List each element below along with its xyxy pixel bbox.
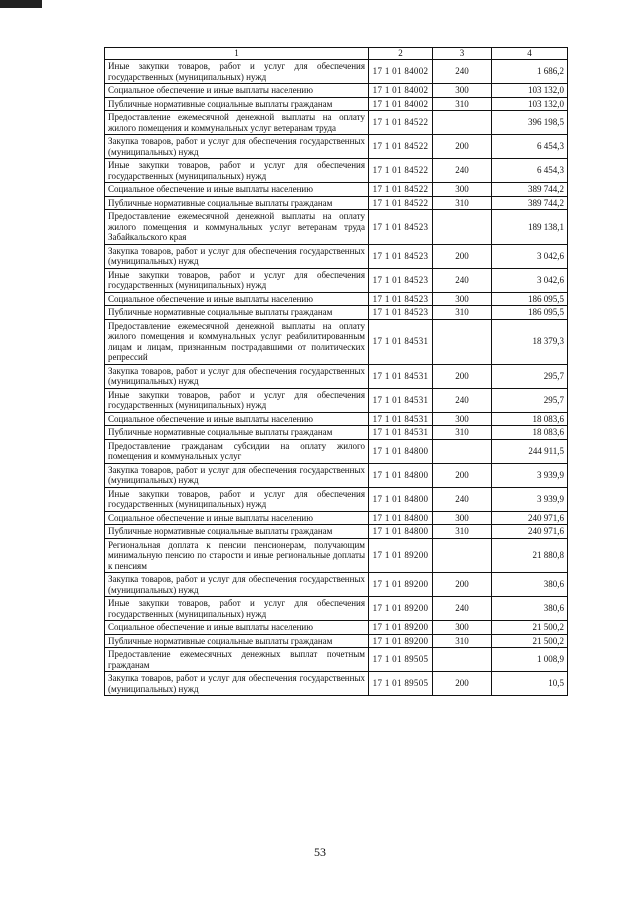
row-expense-type: 300: [433, 621, 492, 635]
table-row: [105, 621, 568, 635]
row-code: 17 1 01 84800: [369, 525, 433, 539]
table-row: [105, 463, 568, 487]
row-amount: 18 379,3: [492, 319, 568, 364]
row-expense-type: 300: [433, 511, 492, 525]
row-expense-type: 300: [433, 183, 492, 197]
row-code: 17 1 01 84002: [369, 97, 433, 111]
row-name: Иные закупки товаров, работ и услуг для обеспечения государственных (муниципальных) нужд: [105, 159, 369, 183]
table-row: [105, 634, 568, 648]
row-name: Публичные нормативные социальные выплаты гражданам: [105, 525, 369, 539]
row-expense-type: 200: [433, 463, 492, 487]
table-row: [105, 538, 568, 573]
row-name: Предоставление ежемесячных денежных выплат почетным гражданам: [105, 648, 369, 672]
row-expense-type: 240: [433, 159, 492, 183]
row-amount: 18 083,6: [492, 426, 568, 440]
row-expense-type: 310: [433, 426, 492, 440]
row-expense-type: [433, 648, 492, 672]
row-amount: 103 132,0: [492, 84, 568, 98]
row-amount: 3 939,9: [492, 487, 568, 511]
row-code: 17 1 01 84522: [369, 135, 433, 159]
row-code: 17 1 01 89200: [369, 634, 433, 648]
row-name: Региональная доплата к пенсии пенсионерам, получающим минимальную пенсию по старости и иные региональные доплаты к пенсиям: [105, 538, 369, 573]
row-amount: 396 198,5: [492, 111, 568, 135]
table-row: [105, 573, 568, 597]
row-amount: 103 132,0: [492, 97, 568, 111]
row-code: 17 1 01 84800: [369, 439, 433, 463]
row-amount: 6 454,3: [492, 159, 568, 183]
row-amount: 389 744,2: [492, 196, 568, 210]
row-code: 17 1 01 84531: [369, 319, 433, 364]
row-code: 17 1 01 84800: [369, 487, 433, 511]
table-row: [105, 183, 568, 197]
row-code: 17 1 01 89200: [369, 597, 433, 621]
row-name: Социальное обеспечение и иные выплаты населению: [105, 84, 369, 98]
row-code: 17 1 01 84522: [369, 183, 433, 197]
table-row: [105, 412, 568, 426]
row-code: 17 1 01 84531: [369, 412, 433, 426]
row-expense-type: 200: [433, 672, 492, 696]
row-code: 17 1 01 84522: [369, 111, 433, 135]
row-name: Иные закупки товаров, работ и услуг для обеспечения государственных (муниципальных) нужд: [105, 388, 369, 412]
row-amount: 380,6: [492, 597, 568, 621]
row-code: 17 1 01 84002: [369, 84, 433, 98]
row-code: 17 1 01 84523: [369, 292, 433, 306]
row-amount: 3 939,9: [492, 463, 568, 487]
header-col-1: 1: [105, 48, 369, 60]
table-row: [105, 268, 568, 292]
row-name: Публичные нормативные социальные выплаты гражданам: [105, 97, 369, 111]
row-expense-type: 310: [433, 525, 492, 539]
row-name: Предоставление ежемесячной денежной выплаты на оплату жилого помещения и коммунальных услуг ветеранам труда: [105, 111, 369, 135]
table-row: [105, 597, 568, 621]
row-name: Социальное обеспечение и иные выплаты населению: [105, 621, 369, 635]
table-row: [105, 97, 568, 111]
scan-corner-mark: [0, 0, 42, 8]
row-name: Публичные нормативные социальные выплаты гражданам: [105, 196, 369, 210]
row-code: 17 1 01 89505: [369, 648, 433, 672]
row-amount: 240 971,6: [492, 525, 568, 539]
row-code: 17 1 01 84800: [369, 511, 433, 525]
row-name: Закупка товаров, работ и услуг для обеспечения государственных (муниципальных) нужд: [105, 573, 369, 597]
row-expense-type: 200: [433, 135, 492, 159]
row-expense-type: 200: [433, 573, 492, 597]
row-name: Предоставление ежемесячной денежной выплаты на оплату жилого помещения и коммунальных услуг реабилитированным лицам и лицам, признанным пострадавшими от политических репрессий: [105, 319, 369, 364]
table-row: [105, 388, 568, 412]
row-amount: 295,7: [492, 388, 568, 412]
row-code: 17 1 01 84523: [369, 244, 433, 268]
row-code: 17 1 01 84523: [369, 306, 433, 320]
table-row: [105, 511, 568, 525]
header-col-4: 4: [492, 48, 568, 60]
table-row: [105, 439, 568, 463]
row-amount: 389 744,2: [492, 183, 568, 197]
row-expense-type: 310: [433, 634, 492, 648]
table-row: [105, 84, 568, 98]
row-expense-type: [433, 111, 492, 135]
header-row: [105, 48, 568, 60]
row-amount: 3 042,6: [492, 244, 568, 268]
budget-table: [104, 47, 568, 696]
row-expense-type: 300: [433, 292, 492, 306]
row-expense-type: 240: [433, 60, 492, 84]
row-code: 17 1 01 89200: [369, 538, 433, 573]
table-row: [105, 319, 568, 364]
row-amount: 21 500,2: [492, 634, 568, 648]
table-row: [105, 487, 568, 511]
row-name: Социальное обеспечение и иные выплаты населению: [105, 412, 369, 426]
row-expense-type: 310: [433, 196, 492, 210]
row-amount: 21 880,8: [492, 538, 568, 573]
row-expense-type: 300: [433, 84, 492, 98]
row-expense-type: 200: [433, 364, 492, 388]
row-name: Предоставление гражданам субсидии на оплату жилого помещения и коммунальных услуг: [105, 439, 369, 463]
table-row: [105, 60, 568, 84]
row-code: 17 1 01 84522: [369, 159, 433, 183]
row-name: Публичные нормативные социальные выплаты гражданам: [105, 306, 369, 320]
row-code: 17 1 01 89200: [369, 621, 433, 635]
row-name: Социальное обеспечение и иные выплаты населению: [105, 292, 369, 306]
row-name: Публичные нормативные социальные выплаты гражданам: [105, 426, 369, 440]
table-row: [105, 159, 568, 183]
row-expense-type: 300: [433, 412, 492, 426]
row-name: Иные закупки товаров, работ и услуг для обеспечения государственных (муниципальных) нужд: [105, 268, 369, 292]
row-expense-type: 200: [433, 244, 492, 268]
row-expense-type: [433, 210, 492, 245]
table-row: [105, 426, 568, 440]
table-row: [105, 672, 568, 696]
row-amount: 18 083,6: [492, 412, 568, 426]
page-number: 53: [314, 845, 326, 859]
row-code: 17 1 01 89200: [369, 573, 433, 597]
row-amount: 3 042,6: [492, 268, 568, 292]
row-amount: 10,5: [492, 672, 568, 696]
table-row: [105, 525, 568, 539]
row-name: Закупка товаров, работ и услуг для обеспечения государственных (муниципальных) нужд: [105, 364, 369, 388]
table-row: [105, 364, 568, 388]
row-expense-type: 310: [433, 97, 492, 111]
row-name: Закупка товаров, работ и услуг для обеспечения государственных (муниципальных) нужд: [105, 244, 369, 268]
row-amount: 380,6: [492, 573, 568, 597]
row-code: 17 1 01 84531: [369, 388, 433, 412]
row-code: 17 1 01 84800: [369, 463, 433, 487]
row-code: 17 1 01 89505: [369, 672, 433, 696]
row-expense-type: 240: [433, 487, 492, 511]
row-amount: 6 454,3: [492, 135, 568, 159]
table-row: [105, 292, 568, 306]
row-name: Социальное обеспечение и иные выплаты населению: [105, 511, 369, 525]
row-name: Иные закупки товаров, работ и услуг для обеспечения государственных (муниципальных) нужд: [105, 597, 369, 621]
row-amount: 1 686,2: [492, 60, 568, 84]
row-name: Закупка товаров, работ и услуг для обеспечения государственных (муниципальных) нужд: [105, 672, 369, 696]
row-name: Иные закупки товаров, работ и услуг для обеспечения государственных (муниципальных) нужд: [105, 60, 369, 84]
row-code: 17 1 01 84523: [369, 268, 433, 292]
row-name: Закупка товаров, работ и услуг для обеспечения государственных (муниципальных) нужд: [105, 135, 369, 159]
row-expense-type: [433, 439, 492, 463]
row-amount: 186 095,5: [492, 306, 568, 320]
row-expense-type: 310: [433, 306, 492, 320]
row-name: Социальное обеспечение и иные выплаты населению: [105, 183, 369, 197]
row-code: 17 1 01 84002: [369, 60, 433, 84]
row-expense-type: 240: [433, 597, 492, 621]
row-expense-type: [433, 538, 492, 573]
table-row: [105, 135, 568, 159]
table-row: [105, 244, 568, 268]
row-amount: 189 138,1: [492, 210, 568, 245]
row-code: 17 1 01 84531: [369, 426, 433, 440]
row-amount: 244 911,5: [492, 439, 568, 463]
table-body: [105, 60, 568, 696]
table-row: [105, 648, 568, 672]
header-col-3: 3: [433, 48, 492, 60]
row-expense-type: 240: [433, 388, 492, 412]
row-code: 17 1 01 84531: [369, 364, 433, 388]
row-name: Публичные нормативные социальные выплаты гражданам: [105, 634, 369, 648]
row-amount: 21 500,2: [492, 621, 568, 635]
row-expense-type: [433, 319, 492, 364]
row-amount: 240 971,6: [492, 511, 568, 525]
table-row: [105, 306, 568, 320]
table-row: [105, 111, 568, 135]
row-expense-type: 240: [433, 268, 492, 292]
row-name: Иные закупки товаров, работ и услуг для обеспечения государственных (муниципальных) нужд: [105, 487, 369, 511]
row-code: 17 1 01 84522: [369, 196, 433, 210]
row-name: Закупка товаров, работ и услуг для обеспечения государственных (муниципальных) нужд: [105, 463, 369, 487]
row-amount: 1 008,9: [492, 648, 568, 672]
row-name: Предоставление ежемесячной денежной выплаты на оплату жилого помещения и коммунальных услуг ветеранам труда Забайкальского края: [105, 210, 369, 245]
row-amount: 295,7: [492, 364, 568, 388]
row-code: 17 1 01 84523: [369, 210, 433, 245]
table-row: [105, 196, 568, 210]
table-row: [105, 210, 568, 245]
row-amount: 186 095,5: [492, 292, 568, 306]
header-col-2: 2: [369, 48, 433, 60]
